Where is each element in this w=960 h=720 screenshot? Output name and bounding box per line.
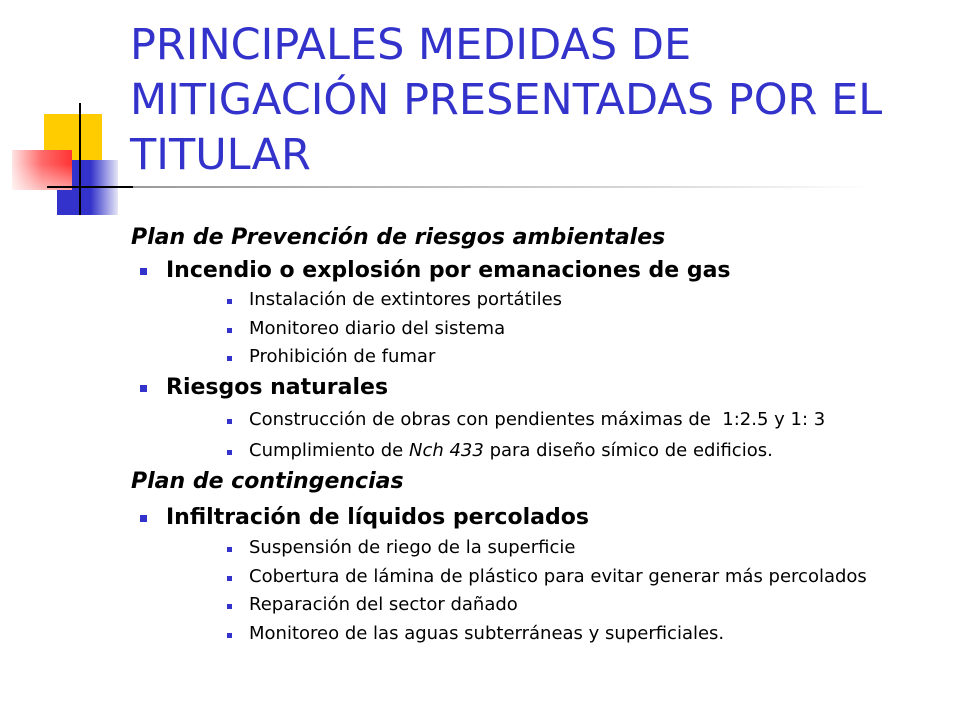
square-bullet-icon [227, 576, 232, 581]
square-bullet-icon [140, 385, 147, 392]
bullet-item-label: Riesgos naturales [166, 375, 389, 400]
title-line: MITIGACIÓN PRESENTADAS POR EL [130, 75, 883, 125]
square-bullet-icon [227, 604, 232, 609]
section-heading [0, 223, 960, 253]
sub-bullet-text-part: para diseño símico de edificios. [483, 440, 773, 461]
sub-bullet-item [0, 285, 960, 315]
square-bullet-icon [227, 356, 232, 361]
sub-bullet-text: Reparación del sector dañado [249, 594, 518, 615]
decorative-red-square [12, 150, 72, 190]
decorative-horizontal-line [47, 186, 133, 188]
sub-bullet-text: Instalación de extintores portátiles [249, 289, 563, 310]
sub-bullet-text: Monitoreo de las aguas subterráneas y superficiales. [249, 623, 725, 644]
sub-bullet-text-part: Cumplimiento de [249, 440, 409, 461]
decorative-vertical-line [79, 103, 81, 215]
square-bullet-icon [140, 268, 147, 275]
sub-bullet-text: Prohibición de fumar [249, 346, 436, 367]
section-heading-text: Plan de contingencias [131, 469, 404, 494]
sub-bullet-text [249, 436, 773, 466]
sub-bullet-item [0, 342, 960, 372]
title-line: PRINCIPALES MEDIDAS DE [130, 20, 692, 70]
bullet-item [0, 373, 960, 403]
bullet-item-label: Infiltración de líquidos percolados [166, 505, 589, 530]
standard-reference: Nch 433 [408, 440, 484, 461]
section-heading-text: Plan de Prevención de riesgos ambientales [131, 225, 666, 250]
title-line: TITULAR [130, 130, 311, 180]
sub-bullet-item [0, 619, 960, 649]
square-bullet-icon [227, 299, 232, 304]
sub-bullet-text: Construcción de obras con pendientes máximas de 1:2.5 y 1: 3 [249, 409, 826, 430]
square-bullet-icon [227, 633, 232, 638]
sub-bullet-text: Monitoreo diario del sistema [249, 318, 506, 339]
square-bullet-icon [140, 515, 147, 522]
square-bullet-icon [227, 419, 232, 424]
sub-bullet-item [0, 590, 960, 620]
sub-bullet-item [0, 314, 960, 344]
sub-bullet-item [0, 562, 960, 592]
sub-bullet-text: Cobertura de lámina de plástico para evitar generar más percolados [249, 566, 867, 587]
bullet-item [0, 256, 960, 286]
sub-bullet-item [0, 436, 960, 466]
square-bullet-icon [227, 547, 232, 552]
sub-bullet-text: Suspensión de riego de la superficie [249, 537, 576, 558]
bullet-item-label: Incendio o explosión por emanaciones de gas [166, 258, 731, 283]
sub-bullet-item [0, 405, 960, 435]
bullet-item [0, 503, 960, 533]
square-bullet-icon [227, 450, 232, 455]
title-underline-rule [133, 186, 873, 188]
sub-bullet-item [0, 533, 960, 563]
section-heading [0, 467, 960, 497]
square-bullet-icon [227, 328, 232, 333]
